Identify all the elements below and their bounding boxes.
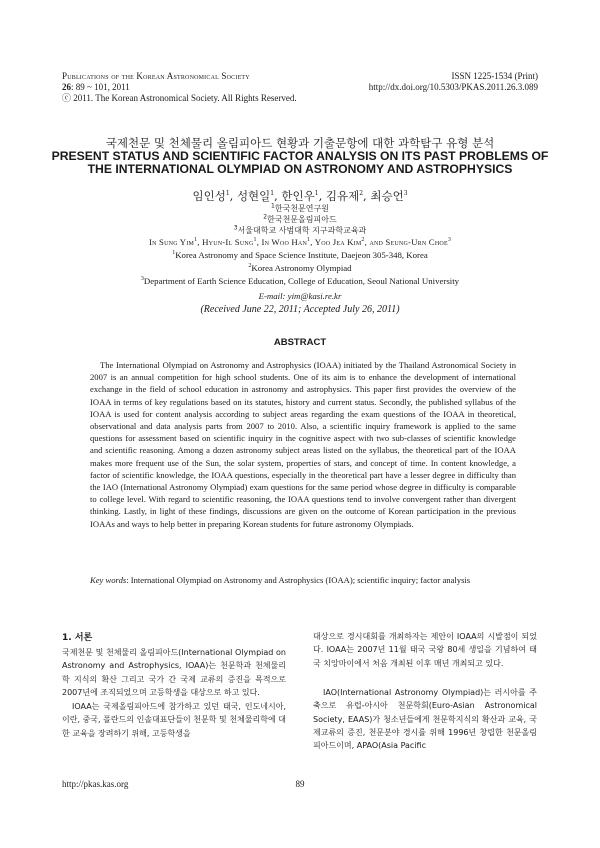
volume-info bbox=[62, 82, 130, 93]
keywords bbox=[90, 574, 516, 586]
title-english-line2: THE INTERNATIONAL OLYMPIAD ON ASTRONOMY AND ASTROPHYSICS bbox=[87, 162, 513, 176]
right-paragraph-2: IAO(International Astronomy Olympiad)는 러시아를 주축으로 유럽-아시아 천문학회(Euro-Asian Astronomical Society, EAAS)가 청소년들에게 천문학지식의 확산과 교육, 국제교류의 증진, 천문분야 경시를 위해 1996년 창립한 천문올림피아드이며, APAO(Asia Pacific bbox=[313, 688, 537, 751]
affil-kr-1: $^1$한국천문연구원 bbox=[271, 202, 329, 213]
authors-korean: 임인성$^1$, 성현일$^1$, 한인우$^1$, 김유제$^2$, 최승언$^3$ bbox=[192, 189, 408, 203]
keywords-label: Key words bbox=[90, 575, 127, 585]
received-dates: (Received June 22, 2011; Accepted July 26, 2011) bbox=[200, 304, 400, 315]
author-kr-5: 최승언$^3$ bbox=[370, 189, 408, 203]
affil-en-1: $^1$Korea Astronomy and Space Science Institute, Daejeon 305-348, Korea bbox=[172, 250, 428, 260]
authors-english: In Sung Yim$^1$, Hyun-Il Sung$^1$, In Woo Han$^1$, Yoo Jea Kim$^2$, and Seung-Urn Choe$^3$ bbox=[148, 237, 452, 247]
author-kr-4: 김유제$^2$ bbox=[325, 189, 364, 203]
volume-number: 26 bbox=[62, 82, 71, 92]
author-kr-3: 한인우$^1$ bbox=[281, 189, 319, 203]
title-english-line1: PRESENT STATUS AND SCIENTIFIC FACTOR ANALYSIS ON ITS PAST PROBLEMS OF bbox=[51, 149, 549, 163]
affil-kr-3: $^3$서울대학교 사범대학 지구과학교육과 bbox=[233, 224, 367, 235]
journal-name: Publications of the Korean Astronomical Society bbox=[62, 71, 250, 81]
abstract-text: The International Olympiad on Astronomy and Astrophysics (IOAA) initiated by the Thailand Astronomical Society in 2007 is an annual competition for high school students. One of its aim is to enhance the development of international exchange in the field of school education in astronomy and astrophysics. This paper first provides the overview of the IOAA in terms of key regulations based on its statutes, history and current status. Secondly, the published syllabus of the IOAA is used for content analysis according to subject areas regarding the exam questions of the IOAA in theoretical, observational and data analysis parts from 2007 to 2010. Also, a scientific inquiry framework is applied to the same questions for assessment based on scientific inquiry in the cognitive aspect with two sub-classes of scientific knowledge and scientific reasoning. Among a dozen astronomy subject areas listed on the syllabus, the theoretical part of the IOAA makes more frequent use of the Sun, the solar system, properties of stars, and concept of time. In content knowledge, a factor of scientific knowledge, the IOAA questions, especially in the theoretical part have a lesser degree in difficulty than the IAO (International Astronomy Olympiad) exam questions for the same period whose degree in difficulty is comparable to college level. With regard to scientific reasoning, the IOAA questions tend to involve convergent rather than divergent thinking. Lastly, in light of these findings, discussions are given on the outcome of Korean participation in the previous IOAAs and ways to help better in preparing Korean students for future astronomy Olympiads. bbox=[90, 360, 516, 529]
affil-en-2: $^2$Korea Astronomy Olympiad bbox=[248, 263, 352, 273]
abstract-heading: ABSTRACT bbox=[273, 337, 327, 348]
left-paragraph-1: 국제천문 및 천체물리 올림피아드(International Olympiad on Astronomy and Astrophysics, IOAA)는 천문학과 천체물리학 지식의 확산 그리고 국가 간 국제 교류의 증진을 목적으로 2007년에 조직되었으며 고등학생을 대상으로 하고 있다. bbox=[62, 648, 286, 697]
footer-url[interactable]: http://pkas.kas.org bbox=[62, 779, 129, 789]
title-korean: 국제천문 및 천체물리 올림피아드 현황과 기출문항에 대한 과학탐구 유형 분석 bbox=[105, 136, 495, 150]
author-kr-1: 임인성$^1$ bbox=[192, 189, 230, 203]
issn: ISSN 1225-1534 (Print) bbox=[451, 71, 538, 81]
right-paragraph-1: 대상으로 경시대회를 개최하자는 제안이 IOAA의 시발점이 되었다. IOAA는 2007년 11월 태국 국왕 80세 생일을 기념하여 태국 치앙마이에서 처음 개최된 이후 매년 개최되고 있다. bbox=[313, 632, 537, 668]
author-kr-2: 성현일$^1$ bbox=[236, 189, 275, 203]
doi-link[interactable]: http://dx.doi.org/10.5303/PKAS.2011.26.3.089 bbox=[368, 82, 538, 92]
section-title: 1. 서론 bbox=[62, 633, 93, 643]
keywords-list: : International Olympiad on Astronomy and Astrophysics (IOAA); scientific inquiry; factor analysis bbox=[126, 575, 471, 585]
page-range: : 89 ~ 101, 2011 bbox=[71, 82, 130, 92]
left-paragraph-2: IOAA는 국제올림피아드에 참가하고 있던 태국, 인도네시아, 이란, 중국, 폴란드의 인솔대표단들이 천문학 및 천체물리학에 대한 교육을 장려하기 위해, 고등학생을 bbox=[62, 702, 286, 738]
affil-kr-2: $^2$한국천문올림피아드 bbox=[263, 213, 337, 224]
affil-en-3: $^3$Department of Earth Science Education, College of Education, Seoul National University bbox=[140, 276, 460, 286]
email: E-mail: yim@kasi.re.kr bbox=[258, 291, 342, 301]
copyright-line: ⓒ 2011. The Korean Astronomical Society. All Rights Reserved. bbox=[62, 93, 297, 103]
page-number: 89 bbox=[295, 779, 305, 789]
